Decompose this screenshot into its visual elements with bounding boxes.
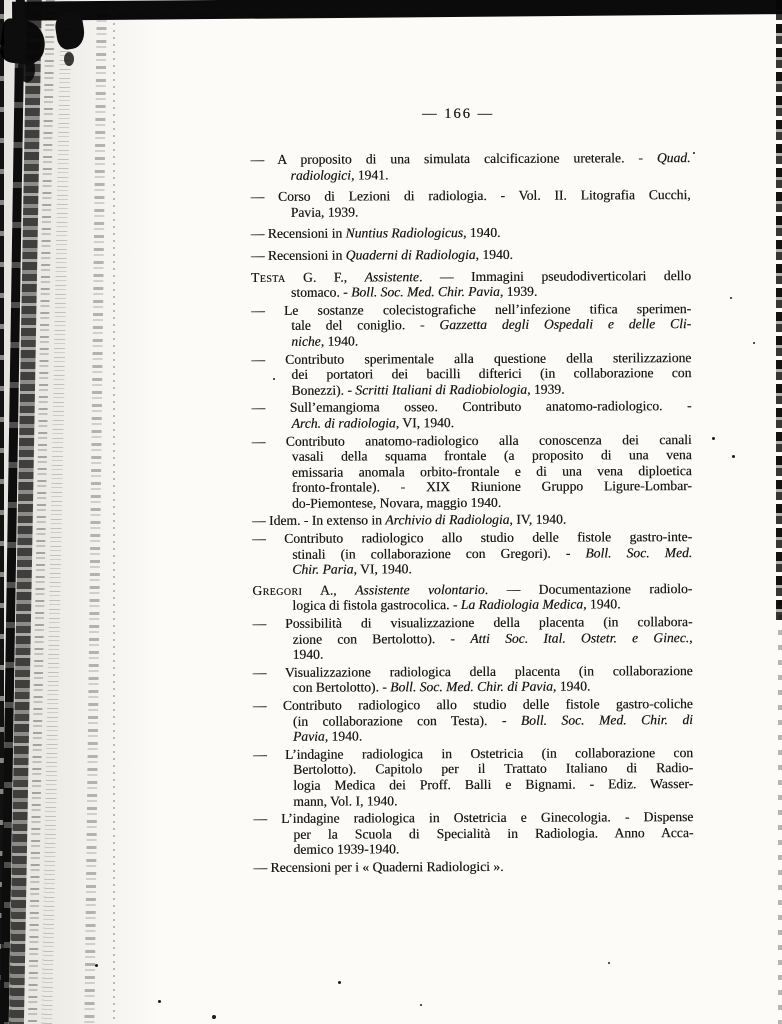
- bib-text: A.,: [302, 582, 356, 598]
- bib-line: [251, 203, 691, 221]
- bib-line: [253, 776, 693, 794]
- bib-entry: [250, 150, 690, 183]
- bib-text: Bonezzi). -: [291, 382, 356, 398]
- bib-text: — Recensioni per i « Quaderni Radiologici ».: [253, 858, 504, 875]
- journal-title: Pavia: [292, 728, 325, 744]
- bib-text: — Contributo sperimentale alla questione della sterilizzazione: [251, 349, 692, 367]
- bib-text: dei portatori dei bacilli difterici (in collaborazione con: [291, 365, 692, 382]
- journal-title: Assistente: [364, 268, 419, 285]
- bib-text: stinali (in collaborazione con Gregori). -: [292, 545, 586, 562]
- bib-text: — Contributo anatomo-radiologico alla conoscenza dei canali: [251, 431, 692, 449]
- binding-streak: [28, 0, 55, 1024]
- page-edge-strip: [778, 600, 782, 1024]
- bib-text: stomaco. -: [290, 284, 352, 300]
- bib-entry: [251, 224, 691, 242]
- bib-text: , 1940.: [462, 225, 501, 241]
- bib-text: — L’indagine radiologica in Ostetricia e Ginecologia. - Dispense: [253, 809, 694, 827]
- bib-entry: [253, 663, 693, 696]
- bib-text: , VI, 1940.: [395, 414, 455, 431]
- bib-line: [251, 268, 691, 286]
- bib-text: logica di fistola gastrocolica. -: [292, 597, 461, 614]
- bib-line: [253, 678, 693, 696]
- bib-entry-author: [252, 581, 692, 614]
- bib-text: Bertolotto). Capitolo per il Trattato Italiano di Radio-: [293, 760, 694, 778]
- bib-entry: [251, 301, 691, 350]
- bib-line: [251, 381, 691, 399]
- bib-text: , IV, 1940.: [509, 512, 567, 528]
- journal-title: Boll. Soc. Med. Chir. di: [520, 711, 693, 728]
- bib-line: [252, 398, 692, 416]
- ink-speck: [693, 152, 695, 154]
- bib-text: tale del coniglio. -: [291, 317, 440, 334]
- bib-line: [253, 663, 693, 681]
- ink-speck: [212, 1015, 216, 1019]
- journal-title: Boll. Soc. Med. Chir. di Pavia: [390, 679, 553, 695]
- bib-text: — Recensioni in: [250, 247, 346, 263]
- bib-text: 1940.: [292, 646, 324, 663]
- bib-text: , 1940.: [475, 246, 513, 262]
- bib-text: — Visualizzazione radiologica della placenta (in collaborazione: [252, 662, 693, 680]
- bib-entry: [252, 398, 692, 431]
- bib-text: fronto-frontale). - XIX Riunione Gruppo Ligure-Lombar-: [291, 478, 692, 496]
- binding-streak: [0, 0, 25, 1024]
- journal-title: radiologici: [290, 167, 351, 183]
- bib-text: , 1941.: [350, 166, 389, 183]
- bib-entry: [253, 696, 693, 745]
- ink-speck: [712, 437, 715, 440]
- page-number: — 166 —: [422, 106, 494, 122]
- bib-line: [252, 560, 692, 578]
- ink-speck: [730, 297, 732, 299]
- bib-text: . — Immagini pseudodiverticolari dello: [418, 267, 692, 284]
- bib-text: (in collaborazione con Testa). -: [292, 712, 521, 729]
- journal-title: Chir. Paria: [292, 561, 354, 578]
- bib-entry: [253, 809, 693, 858]
- bib-text: demico 1939-1940.: [293, 841, 400, 858]
- journal-title: Boll. Soc. Med.: [585, 544, 693, 561]
- bib-line: [252, 414, 692, 432]
- bib-line: [251, 187, 691, 205]
- bib-text: , 1940.: [324, 728, 363, 744]
- bib-line: [251, 283, 691, 301]
- bib-text: — A proposito di una simulata calcificazione ureterale. -: [250, 150, 657, 167]
- bib-line: [252, 494, 692, 512]
- ink-speck: [420, 1004, 422, 1006]
- bib-line: [253, 645, 693, 663]
- bib-text: , 1939.: [499, 283, 538, 300]
- bib-text: zione con Bertolotto). -: [292, 630, 471, 647]
- binding-streak: [9, 0, 42, 1024]
- bib-line: [250, 150, 690, 168]
- bib-entry: [252, 432, 692, 512]
- bib-line: [251, 316, 691, 334]
- bib-line: [253, 825, 693, 843]
- journal-title: Boll. Soc. Med. Chir. Pavia: [351, 284, 500, 300]
- ink-speck: [608, 962, 610, 964]
- bib-text: ,: [689, 629, 693, 645]
- binding-streak: [113, 0, 115, 1024]
- ink-speck: [338, 981, 341, 984]
- bib-text: mann, Vol. I, 1940.: [293, 792, 398, 809]
- bib-text: , 1939.: [527, 381, 565, 397]
- bib-text: , 1940.: [583, 596, 621, 612]
- bib-text: emissaria anomala orbito-frontale e di una vena diploetica: [291, 462, 692, 480]
- bib-text: — Contributo radiologico allo studio delle fistole gastro-coliche: [252, 696, 693, 713]
- bib-entry: [251, 350, 691, 399]
- bib-text: — Possibilità di visualizzazione della placenta (in collabora-: [252, 614, 693, 631]
- bib-line: [253, 792, 693, 810]
- bib-text: — Le sostanze colecistografiche nell’infezione tifica sperimen-: [251, 300, 692, 318]
- bib-line: [253, 727, 693, 745]
- bib-line: [252, 545, 692, 563]
- bib-line: [254, 858, 694, 876]
- bib-text: — Sull’emangioma osseo. Contributo anatomo-radiologico. -: [251, 398, 692, 416]
- journal-title: Assistente volontario: [355, 581, 485, 598]
- bib-line: [252, 596, 692, 614]
- bib-text: — L’indagine radiologica in Ostetricia (in collaborazione con: [253, 744, 694, 762]
- bib-text: , VI, 1940.: [353, 561, 412, 577]
- bib-text: con Bertolotto). -: [292, 679, 391, 696]
- binding-gutter-shadow: [0, 0, 160, 1024]
- ink-speck: [732, 455, 735, 458]
- bib-text: — Idem. - In extenso in: [251, 512, 386, 529]
- bibliography: [250, 150, 693, 877]
- bib-text: — Corso di Lezioni di radiologia. - Vol. II. Litografia Cucchi,: [250, 187, 691, 205]
- journal-title: Gazzetta degli Ospedali e delle Cli-: [439, 316, 692, 333]
- ink-speck: [273, 378, 275, 380]
- bib-entry: [251, 187, 691, 220]
- bib-line: [253, 712, 693, 730]
- journal-title: Quad.: [656, 150, 691, 166]
- bib-line: [251, 246, 691, 264]
- bib-entry: [252, 512, 692, 530]
- bib-text: G. F.,: [285, 269, 365, 285]
- bib-text: vasali della squama frontale (a proposito di una vena: [291, 447, 692, 464]
- bib-text: . — Documentazione radiolo-: [484, 580, 693, 597]
- bib-line: [250, 166, 690, 184]
- page-edge-strip: [776, 0, 782, 620]
- ink-speck: [753, 342, 755, 344]
- binding-streak: [0, 0, 4, 1024]
- journal-title: niche: [291, 333, 321, 349]
- binding-streak: [84, 0, 107, 1024]
- bib-entry: [252, 614, 692, 663]
- bib-text: do-Piemontese, Novara, maggio 1940.: [291, 494, 502, 511]
- journal-title: Archivio di Radiologia: [385, 512, 510, 528]
- bib-text: — Contributo radiologico allo studio delle fistole gastro-inte-: [252, 529, 693, 547]
- bib-entry: [252, 529, 692, 578]
- bib-text: — Recensioni in: [250, 225, 346, 242]
- ink-speck: [95, 964, 98, 967]
- bib-line: [253, 840, 693, 858]
- bib-text: per la Scuola di Specialità in Radiologia. Anno Acca-: [293, 824, 694, 842]
- bib-line: [251, 332, 691, 350]
- ink-blob: [18, 56, 35, 82]
- binding-streak: [41, 0, 72, 1024]
- bib-text: , 1940.: [320, 333, 359, 349]
- bib-entry: [254, 858, 694, 876]
- bib-line: [252, 478, 692, 496]
- journal-title: Nuntius Radiologicus: [345, 225, 464, 241]
- journal-title: Arch. di radiologia: [291, 415, 396, 431]
- bib-line: [252, 581, 692, 599]
- bib-line: [252, 512, 692, 530]
- journal-title: Atti Soc. Ital. Ostetr. e Ginec.: [470, 629, 690, 646]
- bib-entry: [251, 246, 691, 264]
- journal-title: La Radiologia Medica: [460, 596, 584, 613]
- bib-text: logia Medica dei Proff. Balli e Bignami. - Ediz. Wasser-: [293, 776, 694, 793]
- bib-line: [251, 365, 691, 383]
- bib-line: [251, 224, 691, 242]
- journal-title: Quaderni di Radiologia: [345, 246, 476, 263]
- ink-speck: [158, 1000, 161, 1003]
- bib-entry: [253, 745, 693, 809]
- ink-blob: [64, 52, 74, 66]
- bib-entry-author: [251, 268, 691, 301]
- bib-text: Pavia, 1939.: [290, 204, 359, 220]
- author-name: Testa: [250, 269, 286, 285]
- author-name: Gregori: [252, 582, 303, 598]
- bib-line: [253, 630, 693, 648]
- journal-title: Scritti Italiani di Radiobiologia: [355, 381, 528, 398]
- bib-text: , 1940.: [552, 678, 591, 695]
